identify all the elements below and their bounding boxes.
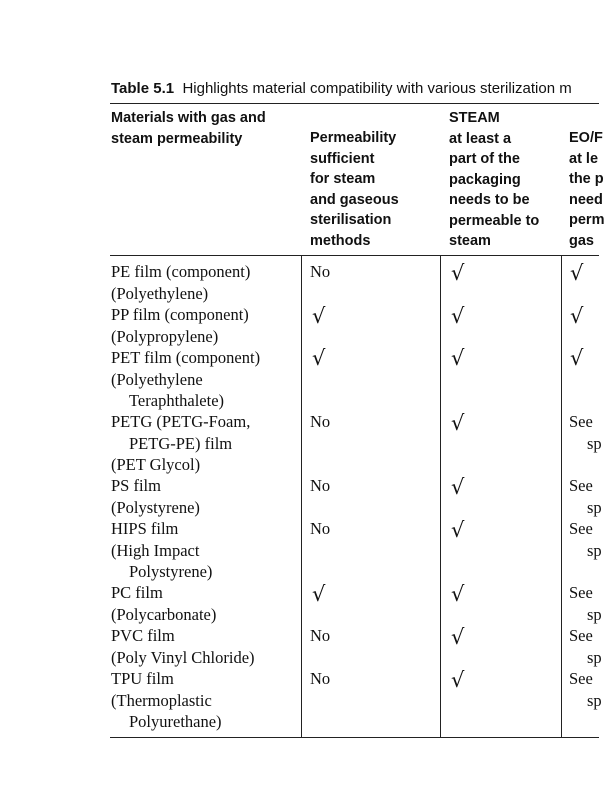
table-row-hips-steam-check: √ [451,518,465,542]
column-divider-3 [561,255,562,737]
table-row-pc-eo: See sp [569,583,602,624]
table-row-pvc-steam-check: √ [451,625,465,649]
table-row-pc-steam-check: √ [451,582,465,606]
header-materials: Materials with gas and steam permeability [111,110,266,147]
table-row-tpu-eo: See sp [569,669,602,710]
table-title: Highlights material compatibility with various sterilization m [182,80,572,97]
table-row-ps-permeability: No [310,476,331,495]
table-row-pe-steam-check: √ [451,261,465,285]
header-permeability: Permeability sufficient for steam and gaseous sterilisation methods [310,130,399,249]
table-row-pc-permeability-check: √ [312,582,326,606]
table-row-pvc-eo: See sp [569,626,602,667]
table-row-pe-permeability: No [310,262,331,281]
table-row-ps-material: PS film (Polystyrene) [111,476,200,517]
column-divider-1 [301,255,302,737]
table-row-tpu-permeability: No [310,669,331,688]
table-row-ps-steam-check: √ [451,475,465,499]
table-row-hips-material: HIPS film (High Impact Polystyrene) [111,519,213,581]
table-row-pp-steam-check: √ [451,304,465,328]
header-steam: STEAM at least a part of the packaging needs to be permeable to steam [449,110,540,249]
table-row-pp-permeability-check: √ [312,304,326,328]
table-row-pet-permeability-check: √ [312,346,326,370]
table-row-tpu-steam-check: √ [451,668,465,692]
table-row-pet-eo-check: √ [570,346,584,370]
table-row-pc-material: PC film (Polycarbonate) [111,583,217,624]
table-row-pp-material: PP film (component) (Polypropylene) [111,305,249,346]
table-row-petg-permeability: No [310,412,331,431]
table-number: Table 5.1 [111,80,175,97]
table-row-pe-eo-check: √ [570,261,584,285]
column-divider-2 [440,255,441,737]
table-row-ps-eo: See sp [569,476,602,517]
table-caption [111,80,572,97]
table-row-pet-steam-check: √ [451,346,465,370]
table-bottom-rule [110,737,599,738]
table-row-tpu-material: TPU film (Thermoplastic Polyurethane) [111,669,222,731]
table-row-petg-steam-check: √ [451,411,465,435]
table-row-pvc-material: PVC film (Poly Vinyl Chloride) [111,626,255,667]
table-row-pet-material: PET film (component) (Polyethylene Teraphthalete) [111,348,261,410]
table-row-pp-eo-check: √ [570,304,584,328]
table-row-petg-eo: See sp [569,412,602,453]
table-row-hips-eo: See sp [569,519,602,560]
table-top-rule [110,103,599,104]
table-row-petg-material: PETG (PETG-Foam, PETG-PE) film (PET Glycol) [111,412,251,474]
header-bottom-rule [110,255,599,256]
table-row-hips-permeability: No [310,519,331,538]
table-row-pe-material: PE film (component) (Polyethylene) [111,262,251,303]
table-row-pvc-permeability: No [310,626,331,645]
header-eo: EO/F at le the p need perm gas [569,130,604,249]
